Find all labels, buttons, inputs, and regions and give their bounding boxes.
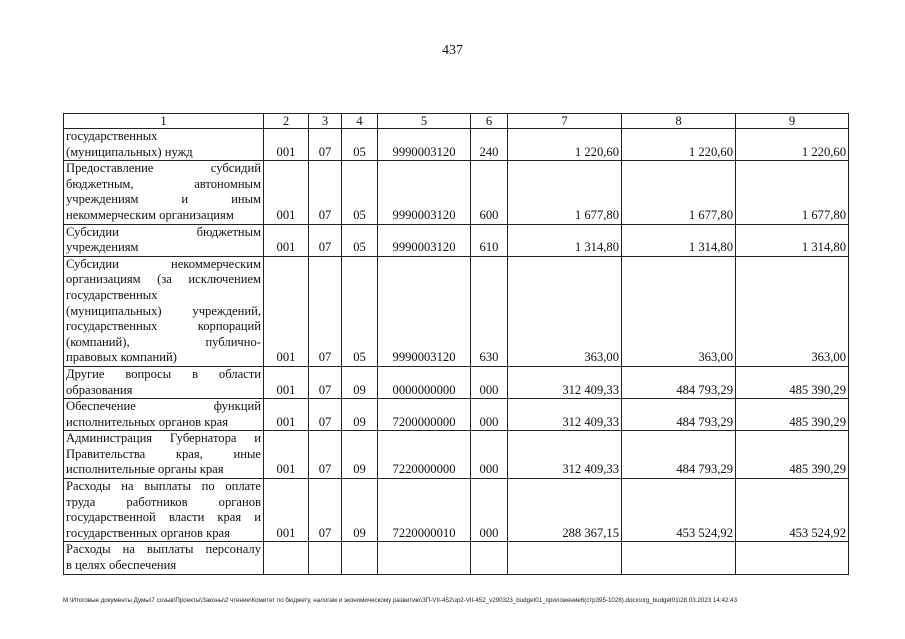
column-header: 5 [378, 114, 471, 129]
row-name-cell [64, 224, 264, 256]
admin-code-cell: 001 [264, 224, 309, 256]
section-code-cell: 07 [309, 366, 342, 398]
expense-type-cell: 000 [471, 366, 508, 398]
target-article-cell: 9990003120 [378, 129, 471, 161]
subsection-code-cell: 05 [342, 129, 378, 161]
amount-cell-col7: 312 409,33 [508, 399, 622, 431]
expense-type-cell: 000 [471, 431, 508, 479]
target-article-cell: 7200000000 [378, 399, 471, 431]
column-header: 8 [622, 114, 736, 129]
row-name-cell [64, 256, 264, 366]
section-code-cell: 07 [309, 161, 342, 224]
target-article-cell: 9990003120 [378, 256, 471, 366]
table-row [64, 224, 849, 256]
row-name-line: Другие вопросы в области [66, 366, 261, 381]
expense-type-cell: 610 [471, 224, 508, 256]
table-row [64, 366, 849, 398]
amount-cell-col9: 485 390,29 [736, 366, 849, 398]
amount-cell-col9: 1 314,80 [736, 224, 849, 256]
table-row [64, 399, 849, 431]
column-header: 4 [342, 114, 378, 129]
row-name-line: Расходы на выплаты по оплате [66, 479, 261, 494]
row-name-cell [64, 129, 264, 161]
row-name-line: (муниципальных) учреждений, [66, 303, 261, 318]
amount-cell-col8: 1 220,60 [622, 129, 736, 161]
admin-code-cell: 001 [264, 256, 309, 366]
column-header: 9 [736, 114, 849, 129]
amount-cell-col9: 1 220,60 [736, 129, 849, 161]
row-name-line: организациям (за исключением [66, 272, 261, 287]
row-name-line: государственных [66, 287, 158, 302]
row-name-line: труда работников органов [66, 494, 261, 509]
subsection-code-cell: 09 [342, 366, 378, 398]
expense-type-cell: 000 [471, 479, 508, 542]
amount-cell-col9: 453 524,92 [736, 479, 849, 542]
expense-type-cell: 240 [471, 129, 508, 161]
amount-cell-col7 [508, 542, 622, 574]
amount-cell-col9: 363,00 [736, 256, 849, 366]
row-name-line: (компаний), публично- [66, 334, 261, 349]
table-header-row [64, 114, 849, 129]
row-name-cell [64, 431, 264, 479]
amount-cell-col7: 288 367,15 [508, 479, 622, 542]
row-name-line: некоммерческим организациям [66, 207, 234, 222]
row-name-line: Правительства края, иные [66, 446, 261, 461]
section-code-cell: 07 [309, 399, 342, 431]
section-code-cell: 07 [309, 224, 342, 256]
row-name-cell [64, 542, 264, 574]
amount-cell-col8: 1 677,80 [622, 161, 736, 224]
expense-type-cell [471, 542, 508, 574]
row-name-line: государственных [66, 129, 158, 143]
amount-cell-col8: 484 793,29 [622, 399, 736, 431]
target-article-cell: 7220000000 [378, 431, 471, 479]
table-body [64, 129, 849, 575]
page-number: 437 [442, 43, 463, 58]
column-header: 3 [309, 114, 342, 129]
section-code-cell: 07 [309, 479, 342, 542]
row-name-cell [64, 161, 264, 224]
column-header: 2 [264, 114, 309, 129]
file-path-footer: М:\Итоговые документы Думы\7 созыв\Проекты\Законы\2 чтение\Комитет по бюджету, налогам и экономическому развитию\ЗП-VII-452\зр2-VII-452_v290323_budget01_приложение6(стр395-1028).docx\org_budget01\28.03.2023 14:42:43 [63, 597, 738, 604]
row-name-line: Субсидии бюджетным [66, 224, 261, 239]
amount-cell-col8: 363,00 [622, 256, 736, 366]
row-name-line: государственной власти края и [66, 510, 261, 525]
subsection-code-cell: 05 [342, 161, 378, 224]
amount-cell-col7: 1 220,60 [508, 129, 622, 161]
row-name-line: Субсидии некоммерческим [66, 256, 261, 271]
target-article-cell: 9990003120 [378, 224, 471, 256]
table-row [64, 479, 849, 542]
subsection-code-cell: 09 [342, 431, 378, 479]
table-row [64, 256, 849, 366]
amount-cell-col7: 1 314,80 [508, 224, 622, 256]
target-article-cell: 9990003120 [378, 161, 471, 224]
amount-cell-col7: 312 409,33 [508, 431, 622, 479]
section-code-cell: 07 [309, 256, 342, 366]
row-name-line: Расходы на выплаты персоналу [66, 542, 261, 557]
amount-cell-col8: 453 524,92 [622, 479, 736, 542]
admin-code-cell: 001 [264, 129, 309, 161]
row-name-line: учреждениям и иным [66, 192, 261, 207]
admin-code-cell: 001 [264, 399, 309, 431]
subsection-code-cell: 09 [342, 479, 378, 542]
column-header: 7 [508, 114, 622, 129]
row-name-line: образования [66, 382, 133, 397]
admin-code-cell: 001 [264, 161, 309, 224]
target-article-cell: 7220000010 [378, 479, 471, 542]
row-name-line: правовых компаний) [66, 350, 177, 365]
row-name-cell [64, 479, 264, 542]
row-name-line: государственных корпораций [66, 319, 261, 334]
row-name-line: бюджетным, автономным [66, 176, 261, 191]
expense-type-cell: 630 [471, 256, 508, 366]
amount-cell-col9 [736, 542, 849, 574]
row-name-cell [64, 366, 264, 398]
expense-type-cell: 600 [471, 161, 508, 224]
amount-cell-col9: 1 677,80 [736, 161, 849, 224]
row-name-cell [64, 399, 264, 431]
subsection-code-cell: 05 [342, 224, 378, 256]
amount-cell-col8: 1 314,80 [622, 224, 736, 256]
admin-code-cell: 001 [264, 479, 309, 542]
admin-code-cell: 001 [264, 431, 309, 479]
row-name-line: Администрация Губернатора и [66, 431, 261, 446]
subsection-code-cell: 09 [342, 399, 378, 431]
row-name-line: учреждениям [66, 240, 139, 255]
column-header: 1 [64, 114, 264, 129]
expense-type-cell: 000 [471, 399, 508, 431]
amount-cell-col9: 485 390,29 [736, 431, 849, 479]
row-name-line: исполнительных органов края [66, 414, 229, 429]
amount-cell-col8: 484 793,29 [622, 431, 736, 479]
subsection-code-cell [342, 542, 378, 574]
row-name-line: исполнительные органы края [66, 462, 224, 477]
table-row [64, 161, 849, 224]
admin-code-cell: 001 [264, 366, 309, 398]
table-row [64, 129, 849, 161]
row-name-line: государственных органов края [66, 525, 230, 540]
section-code-cell: 07 [309, 129, 342, 161]
row-name-line: Обеспечение функций [66, 399, 261, 414]
target-article-cell [378, 542, 471, 574]
section-code-cell [309, 542, 342, 574]
table-row [64, 542, 849, 574]
row-name-line: (муниципальных) нужд [66, 144, 193, 159]
amount-cell-col8 [622, 542, 736, 574]
subsection-code-cell: 05 [342, 256, 378, 366]
target-article-cell: 0000000000 [378, 366, 471, 398]
section-code-cell: 07 [309, 431, 342, 479]
row-name-line: Предоставление субсидий [66, 161, 261, 176]
amount-cell-col7: 363,00 [508, 256, 622, 366]
amount-cell-col7: 1 677,80 [508, 161, 622, 224]
amount-cell-col9: 485 390,29 [736, 399, 849, 431]
amount-cell-col8: 484 793,29 [622, 366, 736, 398]
amount-cell-col7: 312 409,33 [508, 366, 622, 398]
budget-table [63, 113, 849, 575]
table-row [64, 431, 849, 479]
admin-code-cell [264, 542, 309, 574]
column-header: 6 [471, 114, 508, 129]
row-name-line: в целях обеспечения [66, 558, 177, 573]
